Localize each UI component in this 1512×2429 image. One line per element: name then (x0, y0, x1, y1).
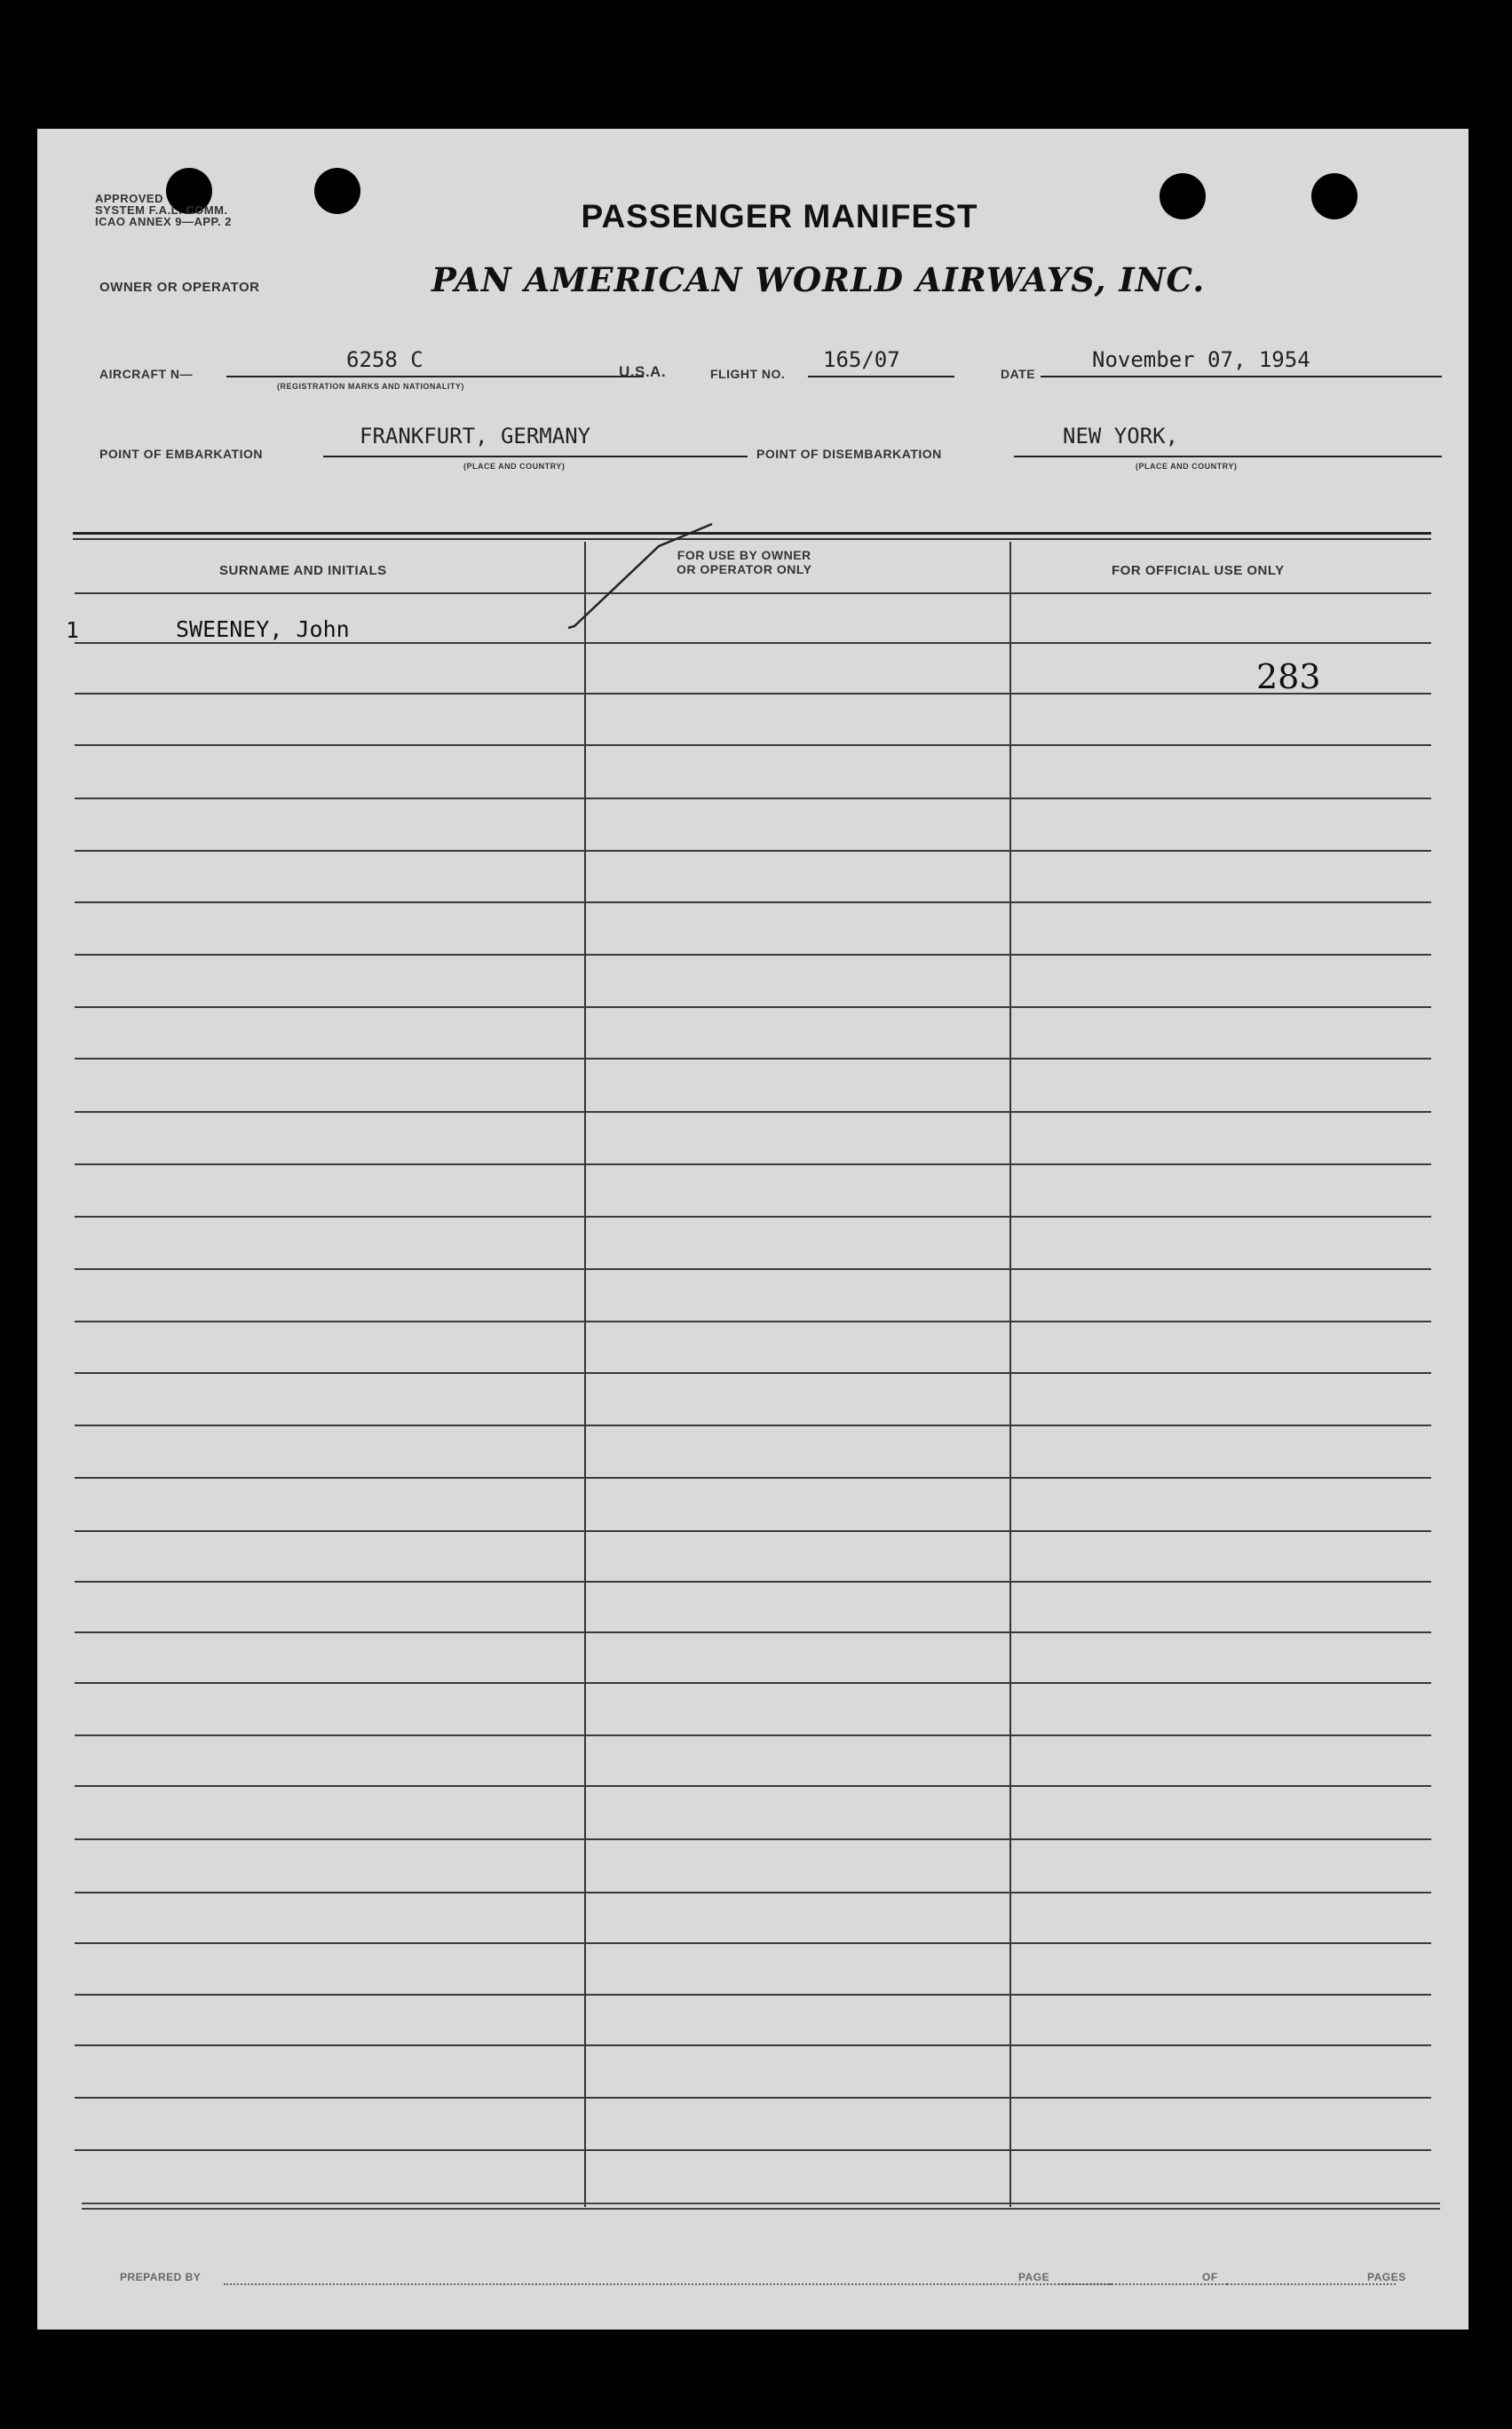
row-line (75, 2044, 1431, 2046)
approval-line: ICAO ANNEX 9—APP. 2 (95, 215, 232, 228)
row-line (75, 1892, 1431, 1893)
row-line (75, 1682, 1431, 1684)
row-line (75, 1163, 1431, 1165)
row-line (75, 1942, 1431, 1944)
row-line (75, 1268, 1431, 1270)
row-line (75, 850, 1431, 852)
pages-label: PAGES (1367, 2271, 1406, 2283)
row-line (75, 1058, 1431, 1060)
header-owner-use-line: OR OPERATOR ONLY (677, 562, 812, 576)
row-line (75, 901, 1431, 903)
header-surname: SURNAME AND INITIALS (219, 563, 387, 578)
owner-label: OWNER OR OPERATOR (99, 280, 260, 295)
flight-label: FLIGHT NO. (710, 367, 786, 381)
of-line (1227, 2283, 1396, 2286)
row-number: 1 (66, 617, 80, 643)
column-divider (1009, 542, 1011, 2207)
row-line (75, 1425, 1431, 1426)
disembarkation-value: NEW YORK, (1063, 424, 1179, 448)
embarkation-label: POINT OF EMBARKATION (99, 447, 263, 461)
row-line (75, 1111, 1431, 1113)
embarkation-sub-label: (PLACE AND COUNTRY) (463, 462, 566, 471)
header-owner-use-line: FOR USE BY OWNER (677, 548, 811, 562)
row-line (75, 1477, 1431, 1479)
aircraft-sub-label: (REGISTRATION MARKS AND NATIONALITY) (277, 382, 464, 391)
row-line (75, 1006, 1431, 1008)
disembarkation-label: POINT OF DISEMBARKATION (756, 447, 942, 461)
approval-line: SYSTEM F.A.L. COMM. (95, 203, 228, 217)
tick-mark-icon (37, 129, 1468, 750)
flight-value: 165/07 (823, 347, 900, 372)
passenger-name: SWEENEY, John (176, 616, 350, 642)
row-line (75, 1631, 1431, 1633)
row-line (75, 1372, 1431, 1374)
date-value: November 07, 1954 (1092, 347, 1310, 372)
header-official: FOR OFFICIAL USE ONLY (1112, 563, 1285, 578)
page-line (1058, 2283, 1227, 2286)
date-label: DATE (1001, 367, 1036, 381)
aircraft-value: 6258 C (346, 347, 424, 372)
row-line (75, 1994, 1431, 1996)
prepared-by-label: PREPARED BY (120, 2271, 202, 2283)
row-line (75, 2097, 1431, 2099)
of-label: OF (1202, 2271, 1218, 2283)
approval-line: APPROVED (95, 192, 163, 205)
disembarkation-sub-label: (PLACE AND COUNTRY) (1136, 462, 1238, 471)
row-line (75, 1734, 1431, 1736)
official-number: 283 (1256, 657, 1321, 696)
table-bottom-rule (82, 2208, 1440, 2210)
row-line (75, 1530, 1431, 1532)
page-label: PAGE (1018, 2271, 1050, 2283)
operator-name: PAN AMERICAN WORLD AIRWAYS, INC. (431, 260, 1206, 299)
row-line (75, 1321, 1431, 1322)
nationality-label: U.S.A. (619, 363, 667, 380)
page-title-text: PASSENGER MANIFEST (581, 198, 978, 234)
row-line (75, 1838, 1431, 1840)
row-line (75, 1581, 1431, 1583)
prepared-by-line (224, 2283, 1112, 2286)
table-bottom-rule (82, 2203, 1440, 2204)
row-line (75, 2149, 1431, 2151)
manifest-sheet (37, 129, 1468, 2330)
row-line (75, 954, 1431, 956)
aircraft-label: AIRCRAFT N— (99, 367, 194, 381)
embarkation-value: FRANKFURT, GERMANY (360, 424, 591, 448)
column-divider (584, 542, 586, 2207)
row-line (75, 1785, 1431, 1787)
row-line (75, 798, 1431, 799)
row-line (75, 1216, 1431, 1218)
